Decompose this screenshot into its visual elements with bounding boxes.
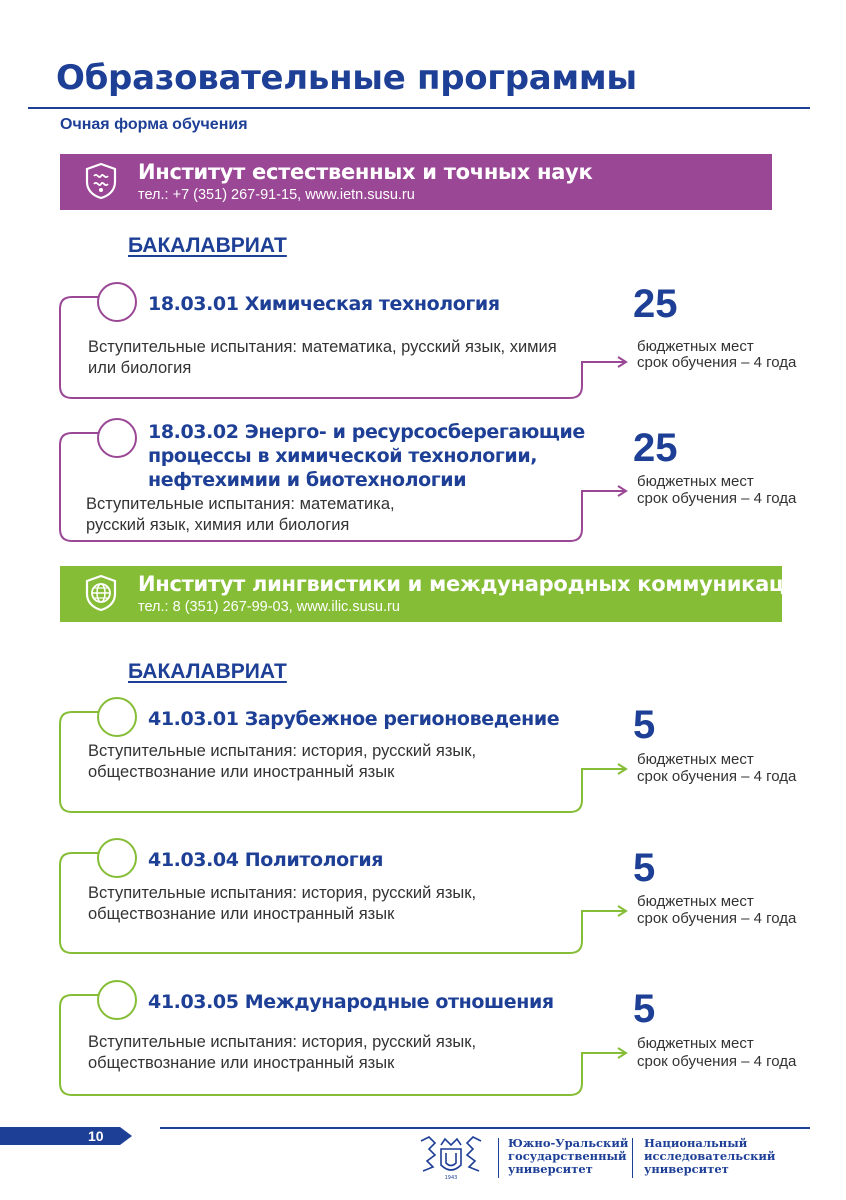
study-duration: срок обучения – 4 года xyxy=(637,490,797,507)
institute-banner-ietn xyxy=(60,154,772,210)
logo-year: 1943 xyxy=(444,1175,458,1181)
budget-seats-label: бюджетных мест xyxy=(637,338,754,355)
title-divider xyxy=(28,107,810,109)
budget-seats-count: 25 xyxy=(633,426,678,470)
footer-separator xyxy=(632,1138,633,1178)
study-duration: срок обучения – 4 года xyxy=(637,910,797,927)
budget-seats-count: 5 xyxy=(633,703,656,747)
page-subtitle: Очная форма обучения xyxy=(60,116,248,133)
program-title: 41.03.01 Зарубежное регионоведение xyxy=(148,708,560,730)
program-title: 18.03.01 Химическая технология xyxy=(148,293,500,315)
budget-seats-count: 5 xyxy=(633,846,656,890)
university-status xyxy=(644,1137,775,1176)
study-duration: срок обучения – 4 года xyxy=(637,768,797,785)
university-name-line: Южно-Уральский xyxy=(508,1136,629,1150)
budget-seats-count: 25 xyxy=(633,282,678,326)
budget-seats-label: бюджетных мест xyxy=(637,893,754,910)
university-status-line: Национальный xyxy=(644,1136,748,1150)
study-duration: срок обучения – 4 года xyxy=(637,354,797,371)
footer-divider xyxy=(160,1127,810,1129)
university-status-line: университет xyxy=(644,1162,729,1176)
university-name-line: государственный xyxy=(508,1149,627,1163)
entrance-exams: Вступительные испытания: математика, русский язык, химия или биология xyxy=(88,338,557,377)
degree-level-heading: БАКАЛАВРИАТ xyxy=(128,234,287,257)
entrance-exams: Вступительные испытания: история, русский язык, обществознание или иностранный язык xyxy=(88,1033,477,1072)
degree-level-heading: БАКАЛАВРИАТ xyxy=(128,660,287,683)
institute-name: Институт лингвистики и международных коммуникаций xyxy=(138,572,814,596)
entrance-exams: Вступительные испытания: история, русский язык, обществознание или иностранный язык xyxy=(88,884,477,923)
page-title: Образовательные программы xyxy=(56,58,637,98)
institute-name: Институт естественных и точных наук xyxy=(138,160,593,184)
page-number: 10 xyxy=(88,1128,104,1144)
institute-contacts: тел.: 8 (351) 267-99-03, www.ilic.susu.ru xyxy=(138,599,400,615)
university-status-line: исследовательский xyxy=(644,1149,776,1163)
institute-emblem-icon xyxy=(82,162,120,200)
page-number-tab xyxy=(0,1127,132,1145)
budget-seats-count: 5 xyxy=(633,987,656,1031)
budget-seats-label: бюджетных мест xyxy=(637,473,754,490)
susu-emblem-icon xyxy=(415,1135,487,1181)
university-name-line: университет xyxy=(508,1162,593,1176)
entrance-exams: Вступительные испытания: история, русский язык, обществознание или иностранный язык xyxy=(88,742,477,781)
program-title: 41.03.05 Международные отношения xyxy=(148,991,554,1013)
footer-separator xyxy=(498,1138,499,1178)
study-duration: срок обучения – 4 года xyxy=(637,1053,797,1070)
globe-icon xyxy=(82,574,120,612)
program-title: 41.03.04 Политология xyxy=(148,849,384,871)
budget-seats-label: бюджетных мест xyxy=(637,751,754,768)
institute-banner-ilic xyxy=(60,566,814,622)
entrance-exams: Вступительные испытания: математика, русский язык, химия или биология xyxy=(86,495,395,534)
program-title: 18.03.02 Энерго- и ресурсосберегающие процессы в химической технологии, нефтехимии и биотехнологии xyxy=(148,421,585,491)
university-name xyxy=(508,1137,628,1176)
institute-contacts: тел.: +7 (351) 267-91-15, www.ietn.susu.ru xyxy=(138,187,415,203)
budget-seats-label: бюджетных мест xyxy=(637,1035,754,1052)
